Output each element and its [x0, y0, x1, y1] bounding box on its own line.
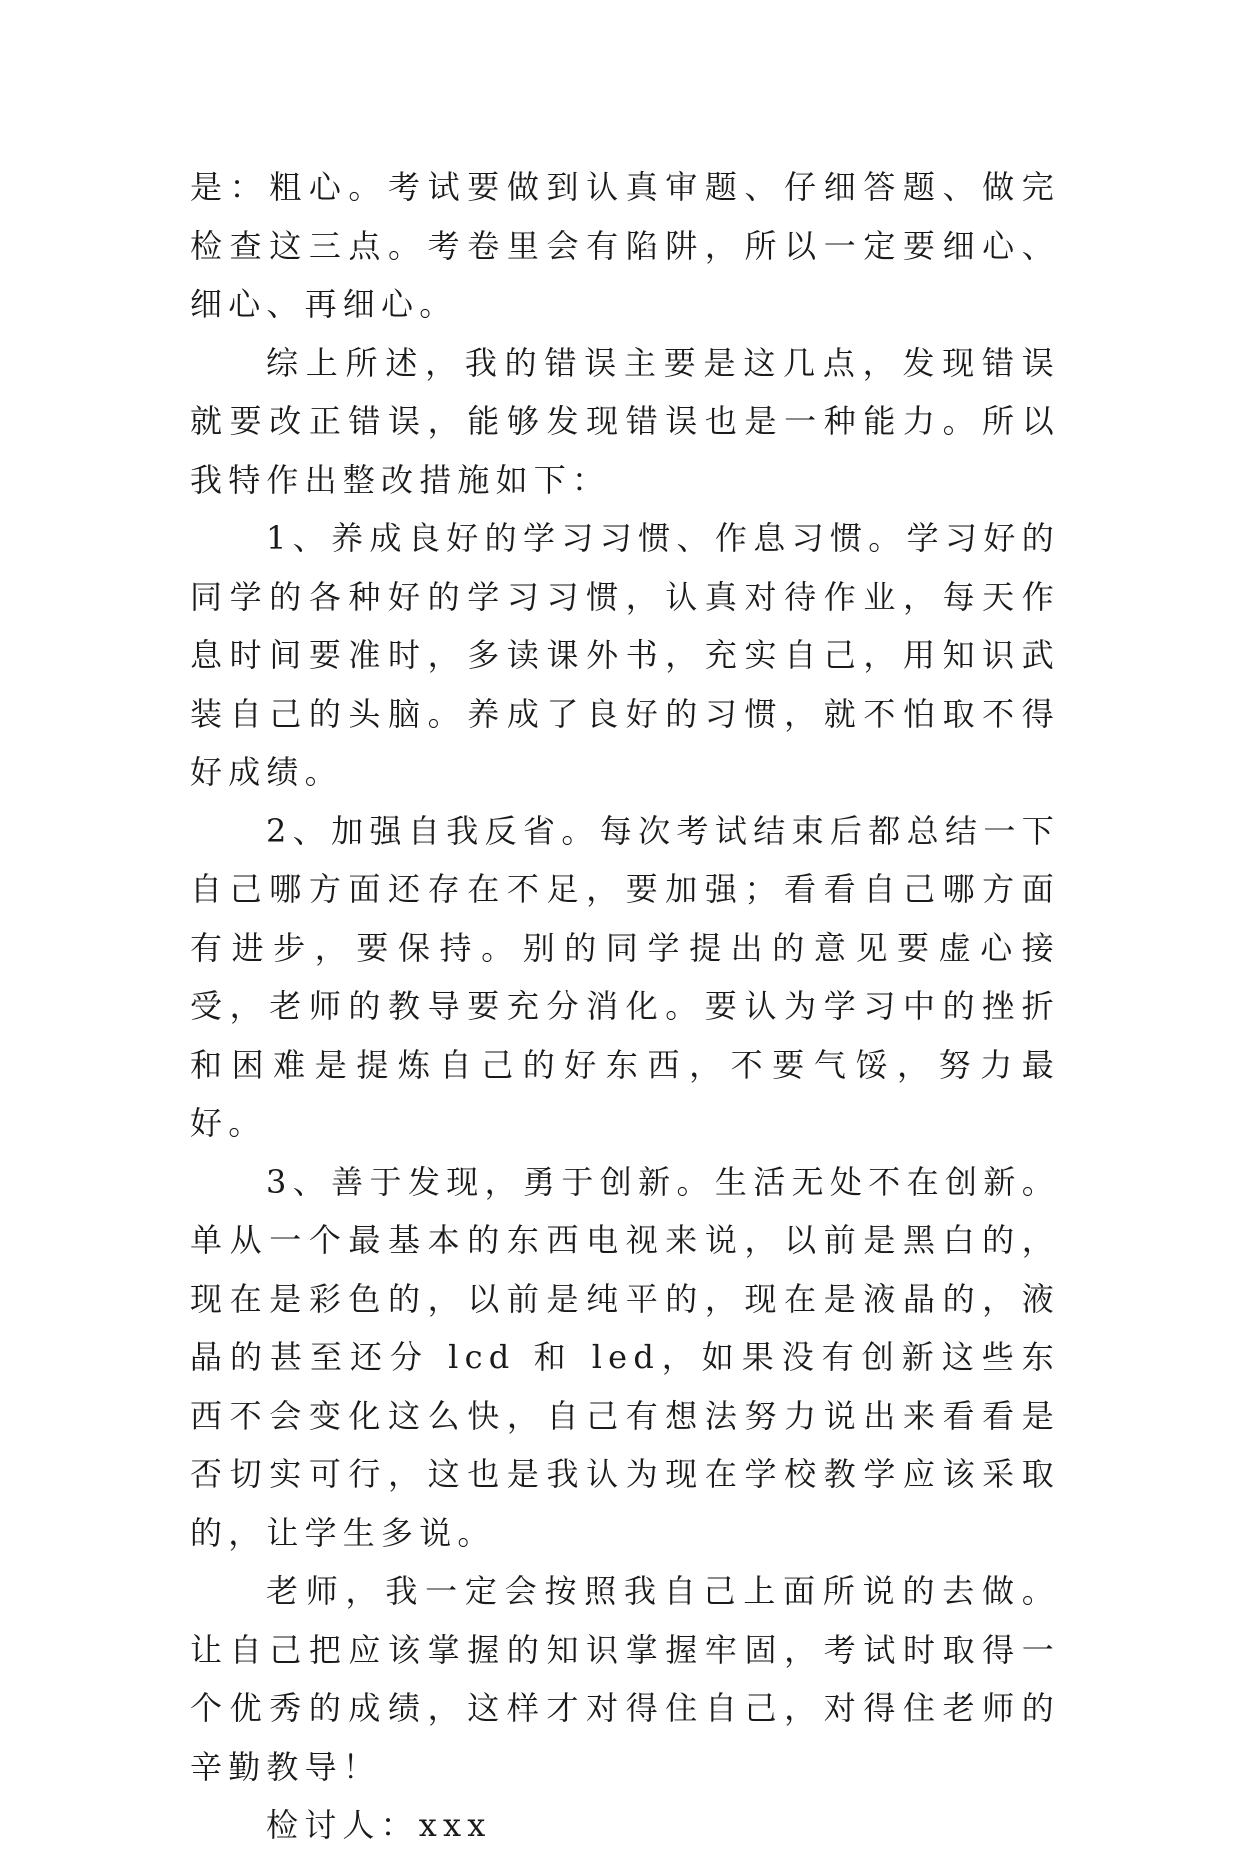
document-body — [190, 158, 1060, 1855]
paragraph-measure-3: 3、善于发现，勇于创新。生活无处不在创新。单从一个最基本的东西电视来说，以前是黑白的，现在是彩色的，以前是纯平的，现在是液晶的，液晶的甚至还分 lcd 和 led，如果没有创新这些东西不会变化这么快，自己有想法努力说出来看看是否切实可行，这也是我认为现在学校教学应该采取的，让学生多说。 — [190, 1162, 1060, 1552]
paragraph-measure-2: 2、加强自我反省。每次考试结束后都总结一下自己哪方面还存在不足，要加强；看看自己哪方面有进步，要保持。别的同学提出的意见要虚心接受，老师的教导要充分消化。要认为学习中的挫折和困难是提炼自己的好东西，不要气馁，努力最好。 — [190, 811, 1060, 1142]
paragraph-summary: 综上所述，我的错误主要是这几点，发现错误就要改正错误，能够发现错误也是一种能力。所以我特作出整改措施如下： — [190, 343, 1060, 499]
paragraph-continuation: 是：粗心。考试要做到认真审题、仔细答题、做完检查这三点。考卷里会有陷阱，所以一定要细心、细心、再细心。 — [190, 168, 1060, 323]
paragraph-closing: 老师，我一定会按照我自己上面所说的去做。让自己把应该掌握的知识掌握牢固，考试时取得一个优秀的成绩，这样才对得住自己，对得住老师的辛勤教导！ — [190, 1572, 1060, 1786]
paragraph-measure-1: 1、养成良好的学习习惯、作息习惯。学习好的同学的各种好的学习习惯，认真对待作业，每天作息时间要准时，多读课外书，充实自己，用知识武装自己的头脑。养成了良好的习惯，就不怕取不得好成绩。 — [190, 519, 1060, 791]
signature-line: 检讨人：xxx — [266, 1806, 492, 1844]
